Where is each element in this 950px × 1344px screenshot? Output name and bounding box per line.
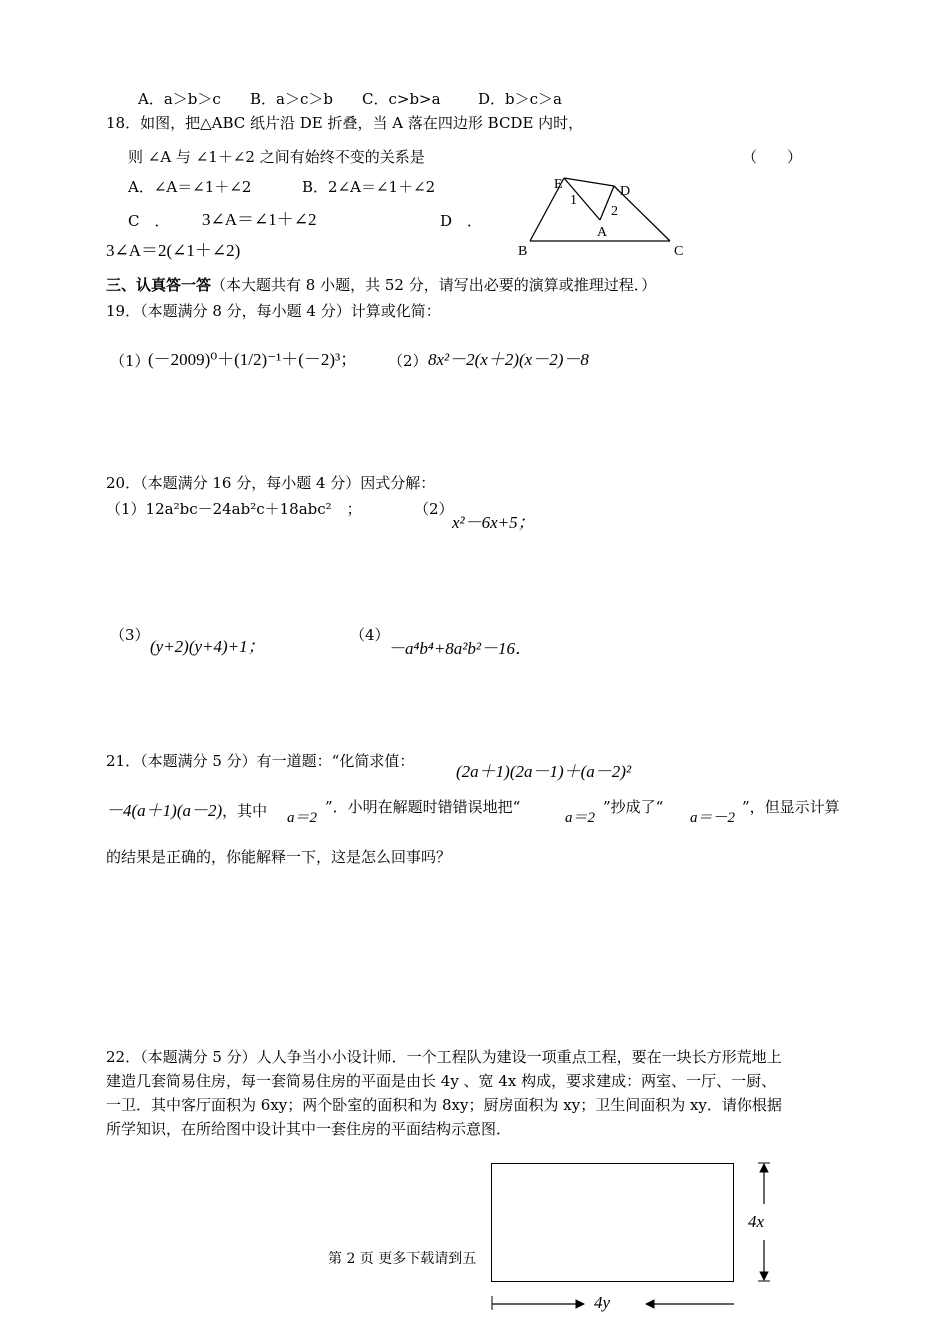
- q18-option-c: 3∠A＝∠1＋∠2: [202, 210, 317, 229]
- q21-condition-2: a＝2: [565, 810, 596, 826]
- q21-where: ，其中: [222, 802, 268, 820]
- q22-dimension-arrows: [480, 1150, 790, 1320]
- q21-expression-part1: (2a＋1)(2a－1)＋(a－2)²: [456, 762, 632, 781]
- height-label: 4x: [748, 1212, 765, 1231]
- q22-line4: 所学知识，在所给图中设计其中一套住房的平面结构示意图．: [106, 1120, 512, 1138]
- label-2: 2: [611, 204, 618, 219]
- q20-part1: （1）12a²bc－24ab²c＋18abc² ；: [106, 500, 362, 518]
- q21-text-c: ”，但显示计算: [742, 798, 840, 816]
- q20-part2-label: （2）: [414, 500, 454, 518]
- q21-condition-3: a＝－2: [690, 810, 736, 826]
- q19-part2-label: （2）: [388, 352, 428, 370]
- q22-line2: 建造几套简易住房，每一套简易住房的平面是由长 4y 、宽 4x 构成，要求建成：两室、一厅、一厨、: [106, 1072, 777, 1090]
- q22-line3: 一卫．其中客厅面积为 6xy；两个卧室的面积和为 8xy；厨房面积为 xy；卫生间面积为 xy．请你根据: [106, 1096, 782, 1114]
- q20-part4-label: （4）: [350, 626, 390, 644]
- section-3-title: 三、认真答一答: [106, 276, 212, 294]
- q21-line3: 的结果是正确的，你能解释一下，这是怎么回事吗？: [106, 848, 452, 866]
- q21-line2: [106, 796, 267, 821]
- q18-line2: 则 ∠A 与 ∠1＋∠2 之间有始终不变的关系是: [128, 148, 425, 166]
- page-footer: 第 2 页 更多下载请到五: [328, 1251, 477, 1267]
- q17-option-a: A．a＞b＞c: [138, 90, 221, 108]
- label-d: D: [620, 184, 631, 199]
- q18-option-c-label: C ．: [128, 212, 170, 230]
- label-a: A: [597, 225, 608, 240]
- q18-blank: （ ）: [742, 148, 803, 166]
- q20-part3-label: （3）: [110, 626, 150, 644]
- q20-part3-expr: (y+2)(y+4)+1；: [150, 637, 265, 656]
- q20-header: 20．（本题满分 16 分，每小题 4 分）因式分解：: [106, 474, 436, 492]
- label-b: B: [518, 244, 528, 259]
- q18-option-d: 3∠A＝2(∠1＋∠2): [106, 241, 241, 260]
- label-e: E: [554, 177, 563, 192]
- q19-header: 19．（本题满分 8 分，每小题 4 分）计算或化简：: [106, 302, 441, 320]
- label-1: 1: [570, 193, 577, 208]
- width-label: 4y: [594, 1293, 611, 1312]
- q19-part1-expr: (－2009)⁰＋(1/2)⁻¹＋(－2)³；: [148, 350, 358, 369]
- q18-option-d-label: D ．: [440, 212, 483, 230]
- q21-line1: 21．（本题满分 5 分）有一道题：“化简求值：: [106, 752, 415, 770]
- q17-option-d: D．b＞c＞a: [478, 90, 562, 108]
- q17-option-b: B．a＞c＞b: [250, 90, 333, 108]
- q19-part2-expr: 8x²－2(x＋2)(x－2)－8: [428, 350, 589, 369]
- section-3-heading: [106, 274, 656, 295]
- q21-text-a: ”．小明在解题时错错误地把“: [325, 798, 521, 816]
- q18-fold-figure: [510, 170, 700, 262]
- q18-option-a: A．∠A＝∠1＋∠2: [128, 178, 252, 196]
- q21-condition-1: a＝2: [287, 810, 318, 826]
- label-c: C: [674, 244, 684, 259]
- q18-option-b: B．2∠A＝∠1＋∠2: [302, 178, 436, 196]
- q22-line1: 22．（本题满分 5 分）人人争当小小设计师．一个工程队为建设一项重点工程，要在一块长方形荒地上: [106, 1048, 782, 1066]
- q21-text-b: ”抄成了“: [603, 798, 664, 816]
- section-3-note: （本大题共有 8 小题，共 52 分，请写出必要的演算或推理过程．）: [211, 276, 657, 294]
- q18-line1: 18．如图，把△ABC 纸片沿 DE 折叠，当 A 落在四边形 BCDE 内时，: [106, 114, 584, 132]
- q17-option-c: C．c>b>a: [362, 90, 441, 108]
- q20-part4-expr: －a⁴b⁴+8a²b²－16．: [388, 639, 532, 658]
- q21-expression-part2: －4(a＋1)(a－2): [106, 801, 223, 820]
- q20-part2-expr: x²－6x+5；: [452, 513, 535, 532]
- q19-part1-label: （1）: [110, 352, 150, 370]
